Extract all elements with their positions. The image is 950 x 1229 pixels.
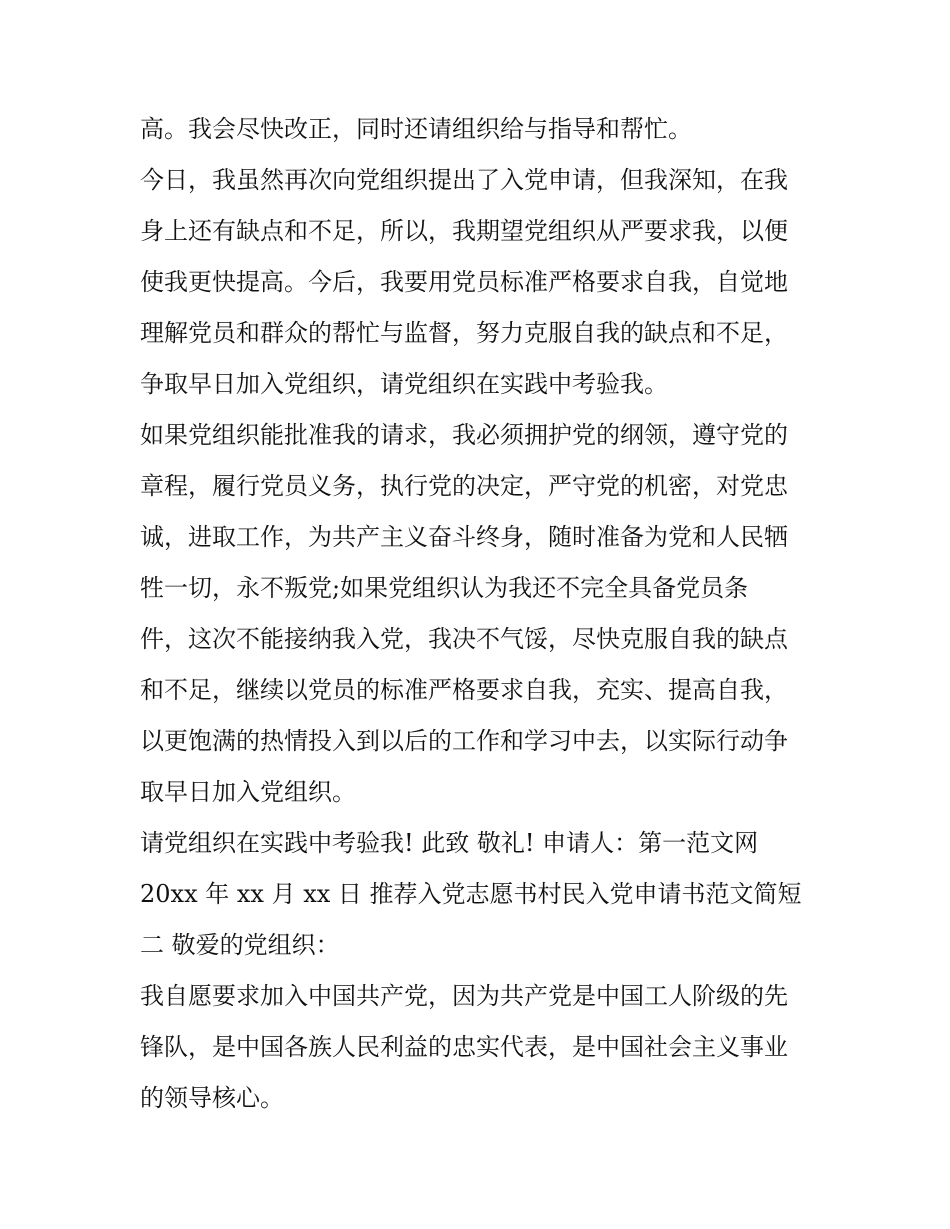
text-line-2: 今日，我虽然再次向党组织提出了入党申请，但我深知，在我 bbox=[140, 166, 788, 194]
text-line-13: 以更饱满的热情投入到以后的工作和学习中去，以实际行动争 bbox=[140, 727, 788, 755]
text-line-18: 我自愿要求加入中国共产党，因为共产党是中国工人阶级的先 bbox=[140, 982, 788, 1010]
text-line-6: 争取早日加入党组织，请党组织在实践中考验我。 bbox=[140, 370, 668, 398]
text-line-14: 取早日加入党组织。 bbox=[140, 778, 356, 806]
text-line-3: 身上还有缺点和不足，所以，我期望党组织从严要求我，以便 bbox=[140, 217, 788, 245]
document-body bbox=[140, 104, 820, 1124]
text-line-17: 二 敬爱的党组织： bbox=[140, 931, 340, 959]
text-line-10: 牲一切，永不叛党;如果党组织认为我还不完全具备党员条 bbox=[140, 574, 749, 602]
text-line-11: 件，这次不能接纳我入党，我决不气馁，尽快克服自我的缺点 bbox=[140, 625, 788, 653]
text-line-4: 使我更快提高。今后，我要用党员标准严格要求自我，自觉地 bbox=[140, 268, 788, 296]
text-line-15: 请党组织在实践中考验我! 此致 敬礼! 申请人：第一范文网 bbox=[140, 829, 759, 857]
text-line-5: 理解党员和群众的帮忙与监督，努力克服自我的缺点和不足， bbox=[140, 319, 788, 347]
text-line-16: 20xx 年 xx 月 xx 日 推荐入党志愿书村民入党申请书范文简短 bbox=[140, 880, 802, 908]
text-line-1: 高。我会尽快改正，同时还请组织给与指导和帮忙。 bbox=[140, 115, 692, 143]
text-line-12: 和不足，继续以党员的标准严格要求自我，充实、提高自我， bbox=[140, 676, 788, 704]
text-line-7: 如果党组织能批准我的请求，我必须拥护党的纲领，遵守党的 bbox=[140, 421, 788, 449]
text-line-19: 锋队，是中国各族人民利益的忠实代表，是中国社会主义事业 bbox=[140, 1033, 788, 1061]
text-line-8: 章程，履行党员义务，执行党的决定，严守党的机密，对党忠 bbox=[140, 472, 788, 500]
text-line-9: 诚，进取工作，为共产主义奋斗终身，随时准备为党和人民牺 bbox=[140, 523, 788, 551]
text-line-20: 的领导核心。 bbox=[140, 1084, 284, 1112]
